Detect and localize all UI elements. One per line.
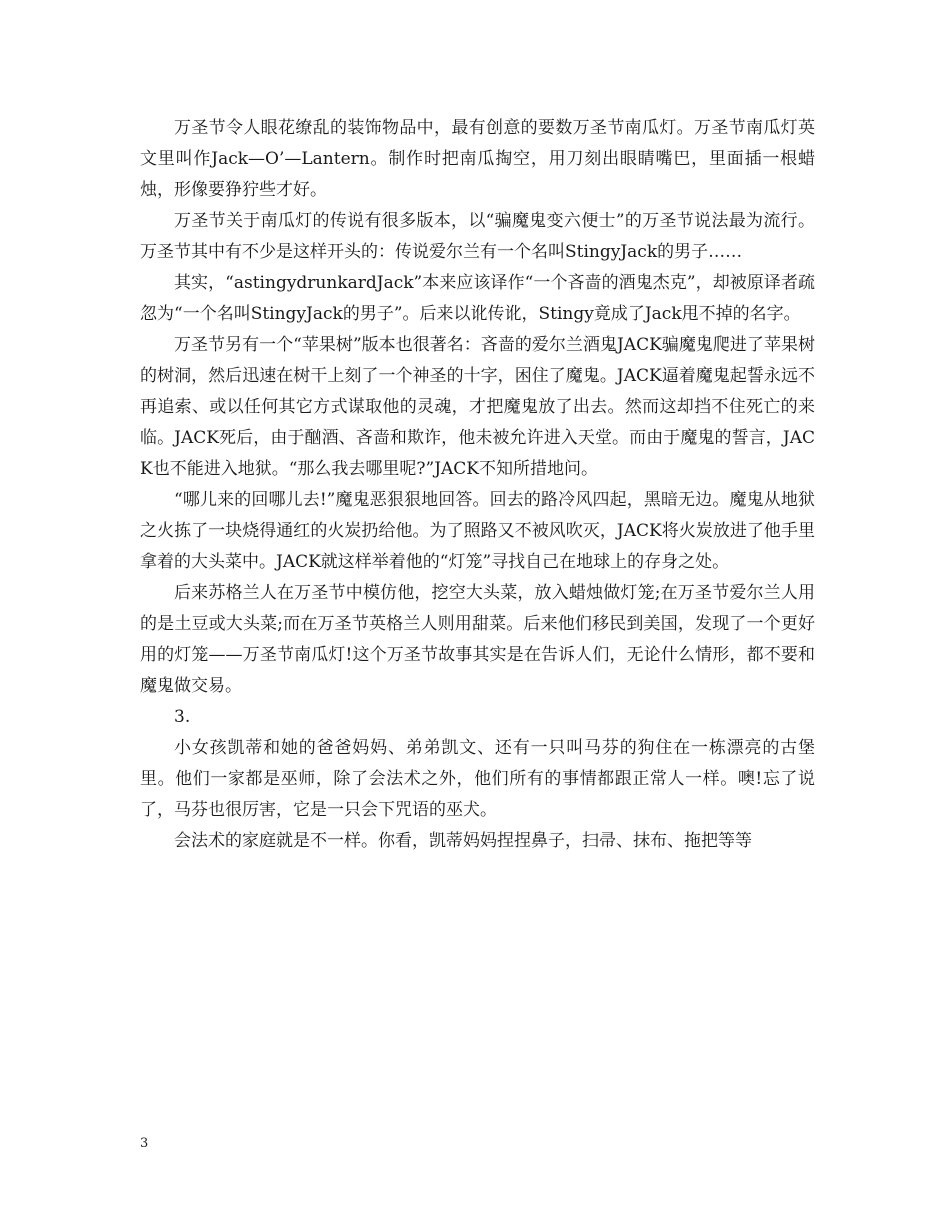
paragraph-4: 万圣节另有一个“苹果树”版本也很著名：吝啬的爱尔兰酒鬼JACK骗魔鬼爬进了苹果树的树洞，然后迅速在树干上刻了一个神圣的十字，困住了魔鬼。JACK逼着魔鬼起誓永远不再追索、或以任何其它方式谋取他的灵魂，才把魔鬼放了出去。然而这却挡不住死亡的来临。JACK死后，由于酗酒、吝啬和欺诈，他未被允许进入天堂。而由于魔鬼的誓言，JACK也不能进入地狱。“那么我去哪里呢?”JACK不知所措地问。 [140, 335, 815, 479]
paragraph-3: 其实，“astingydrunkardJack”本来应该译作“一个吝啬的酒鬼杰克”，却被原译者疏忽为“一个名叫StingyJack的男子”。后来以讹传讹，Stingy竟成了Jack甩不掉的名字。 [140, 273, 815, 324]
paragraph-6: 后来苏格兰人在万圣节中模仿他，挖空大头菜，放入蜡烛做灯笼;在万圣节爱尔兰人用的是土豆或大头菜;而在万圣节英格兰人则用甜菜。后来他们移民到美国，发现了一个更好用的灯笼——万圣节南瓜灯!这个万圣节故事其实是在告诉人们，无论什么情形，都不要和魔鬼做交易。 [140, 583, 815, 696]
page-number: 3 [140, 1136, 149, 1151]
paragraph-8: 会法术的家庭就是不一样。你看，凯蒂妈妈捏捏鼻子，扫帚、抹布、拖把等等 [174, 831, 752, 851]
paragraph-1: 万圣节令人眼花缭乱的装饰物品中，最有创意的要数万圣节南瓜灯。万圣节南瓜灯英文里叫作Jack—O’—Lantern。制作时把南瓜掏空，用刀刻出眼睛嘴巴，里面插一根蜡烛，形像要狰狞些才好。 [140, 118, 815, 200]
section-number: 3. [174, 707, 191, 727]
paragraph-5: “哪儿来的回哪儿去!”魔鬼恶狠狠地回答。回去的路冷风四起，黑暗无边。魔鬼从地狱之火拣了一块烧得通红的火炭扔给他。为了照路又不被风吹灭，JACK将火炭放进了他手里拿着的大头菜中。JACK就这样举着他的“灯笼”寻找自己在地球上的存身之处。 [140, 490, 815, 572]
paragraph-7: 小女孩凯蒂和她的爸爸妈妈、弟弟凯文、还有一只叫马芬的狗住在一栋漂亮的古堡里。他们一家都是巫师，除了会法术之外，他们所有的事情都跟正常人一样。噢!忘了说了，马芬也很厉害，它是一只会下咒语的巫犬。 [140, 738, 815, 820]
document-body [140, 113, 815, 857]
paragraph-2: 万圣节关于南瓜灯的传说有很多版本，以“骗魔鬼变六便士”的万圣节说法最为流行。万圣节其中有不少是这样开头的：传说爱尔兰有一个名叫StingyJack的男子…… [140, 211, 815, 262]
